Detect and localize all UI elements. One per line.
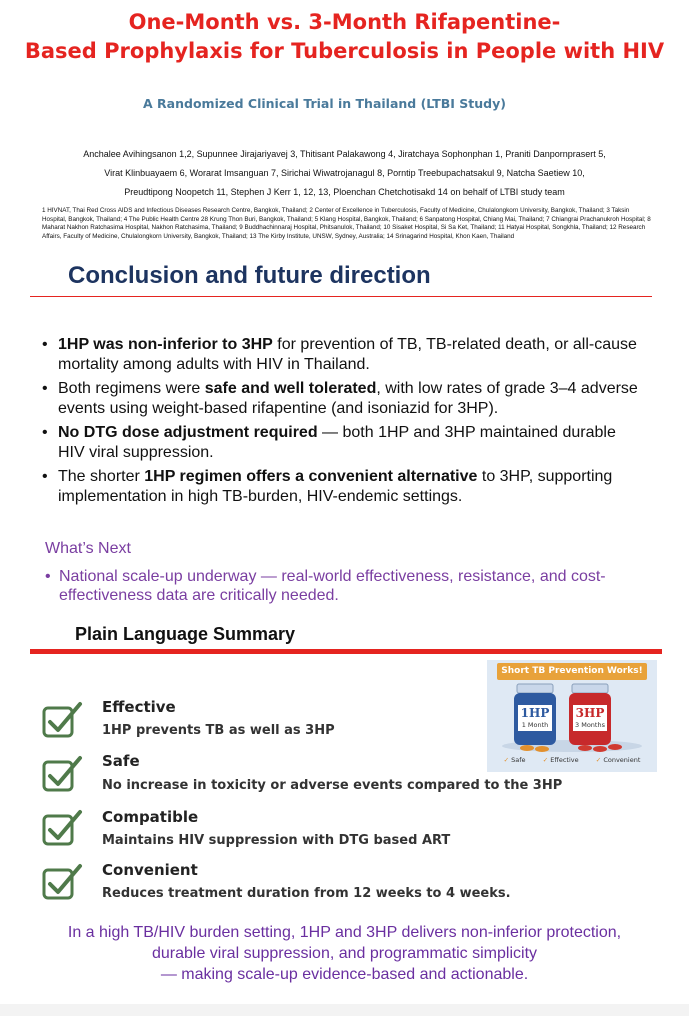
authors-line-1: Anchalee Avihingsanon 1,2, Supunnee Jirajariyavej 3, Thitisant Palakawong 4, Jiratchaya Sophonphan 1, Praniti Danpornprasert 5, xyxy=(83,149,606,159)
summary-item-title: Convenient xyxy=(102,861,198,879)
poster-subtitle: A Randomized Clinical Trial in Thailand (LTBI Study) xyxy=(143,96,506,111)
check-small-icon: ✓ xyxy=(542,756,549,764)
closing-line-1: In a high TB/HIV burden setting, 1HP and 3HP delivers non-inferior protection, xyxy=(67,924,622,941)
summary-item-title: Compatible xyxy=(102,808,199,826)
summary-divider xyxy=(30,649,662,654)
graphic-tag: ✓ Convenient xyxy=(595,756,641,764)
check-icon xyxy=(42,808,84,848)
check-icon xyxy=(42,754,84,794)
summary-item-desc: No increase in toxicity or adverse events compared to the 3HP xyxy=(102,778,563,793)
check-small-icon: ✓ xyxy=(595,756,602,764)
authors-line-2: Virat Klinbuayaem 6, Worarat Imsanguan 7, Sirichai Wiwatrojanagul 8, Porntip Treebupachatsakul 9, Natcha Saetiew 10, xyxy=(104,168,585,178)
summary-item-title: Safe xyxy=(102,752,140,770)
footer-band xyxy=(0,1004,689,1016)
graphic-tag: ✓ Effective xyxy=(542,756,579,764)
check-small-icon: ✓ xyxy=(503,756,510,764)
conclusion-heading: Conclusion and future direction xyxy=(68,262,431,289)
bottle-3hp-sub: 3 Months xyxy=(575,721,605,729)
graphic-banner: Short TB Prevention Works! xyxy=(501,666,643,676)
affiliations: 1 HIVNAT, Thai Red Cross AIDS and Infectious Diseases Research Centre, Bangkok, Thailand; 2 Center of Excellence in Tuberculosis, Faculty of Medicine, Chulalongkorn University, Bangkok, Thailand; 3 Taksin Hospital, Bangkok, Thailand; 4 The Public Health Centre 28 Krung Thon Buri, Bangkok, Thailand; 5 Klang Hospital, Bangkok, Thailand; 6 Sanpatong Hospital, Chiang Mai, Thailand; 7 Chiangrai Prachanukroh Hospital; 8 Maharat Nakhon Ratchasima Hospital, Nakhon Ratchasima, Thailand; 9 Buddhachinnaraj Hospital, Phitsanulok, Thailand; 10 Sisaket Hospital, Si Sa Ket, Thailand; 11 Hatyai Hospital, Songkhla, Thailand; 12 Research Affairs, Faculty of Medicine, Chulalongkorn University, Bangkok, Thailand; 13 The Kirby Institute, UNSW, Sydney, Australia; 14 Srinagarind Hospital, Khon Kaen, Thailand xyxy=(42,207,651,240)
summary-item-desc: Maintains HIV suppression with DTG based ART xyxy=(102,833,451,848)
bottle-1hp-sub: 1 Month xyxy=(521,721,549,729)
authors-line-3: Preudtipong Noopetch 11, Stephen J Kerr 1, 12, 13, Ploenchan Chetchotisakd 14 on behalf of LTBI study team xyxy=(124,187,565,197)
summary-item-desc: Reduces treatment duration from 12 weeks to 4 weeks. xyxy=(102,886,511,901)
closing-line-2: durable viral suppression, and programmatic simplicity xyxy=(151,945,538,962)
whats-next-bullet: • National scale-up underway — real-world effectiveness, resistance, and cost-effectiveness data are critically needed. xyxy=(45,567,645,605)
bottle-1hp-label: 1HP xyxy=(520,706,550,720)
tb-prevention-graphic xyxy=(487,660,657,772)
conclusion-divider xyxy=(30,296,652,297)
conclusion-bullet: • 1HP was non-inferior to 3HP for prevention of TB, TB-related death, or all-cause mortality among adults with HIV in Thailand. xyxy=(42,335,642,374)
conclusion-bullet: • The shorter 1HP regimen offers a convenient alternative to 3HP, supporting implementation in high TB-burden, HIV-endemic settings. xyxy=(42,467,642,506)
closing-statement xyxy=(0,922,689,985)
conclusion-bullet: • No DTG dose adjustment required — both 1HP and 3HP maintained durable HIV viral suppression. xyxy=(42,423,642,462)
summary-item-title: Effective xyxy=(102,698,176,716)
check-icon xyxy=(42,862,84,902)
closing-line-3: — making scale-up evidence-based and actionable. xyxy=(160,966,529,983)
graphic-tag: ✓ Safe xyxy=(503,756,526,764)
summary-item-desc: 1HP prevents TB as well as 3HP xyxy=(102,723,335,738)
bottle-3hp-label: 3HP xyxy=(575,706,605,720)
graphic-tags xyxy=(495,756,649,764)
whats-next-heading: What’s Next xyxy=(45,540,131,557)
conclusion-bullet: • Both regimens were safe and well tolerated, with low rates of grade 3–4 adverse events using weight-based rifapentine (and isoniazid for 3HP). xyxy=(42,379,642,418)
poster-title-line1: One-Month vs. 3-Month Rifapentine- xyxy=(128,10,561,34)
poster-title-line2: Based Prophylaxis for Tuberculosis in People with HIV xyxy=(24,39,665,63)
summary-heading: Plain Language Summary xyxy=(75,624,296,644)
conclusion-bullet-list xyxy=(42,335,642,511)
check-icon xyxy=(42,700,84,740)
